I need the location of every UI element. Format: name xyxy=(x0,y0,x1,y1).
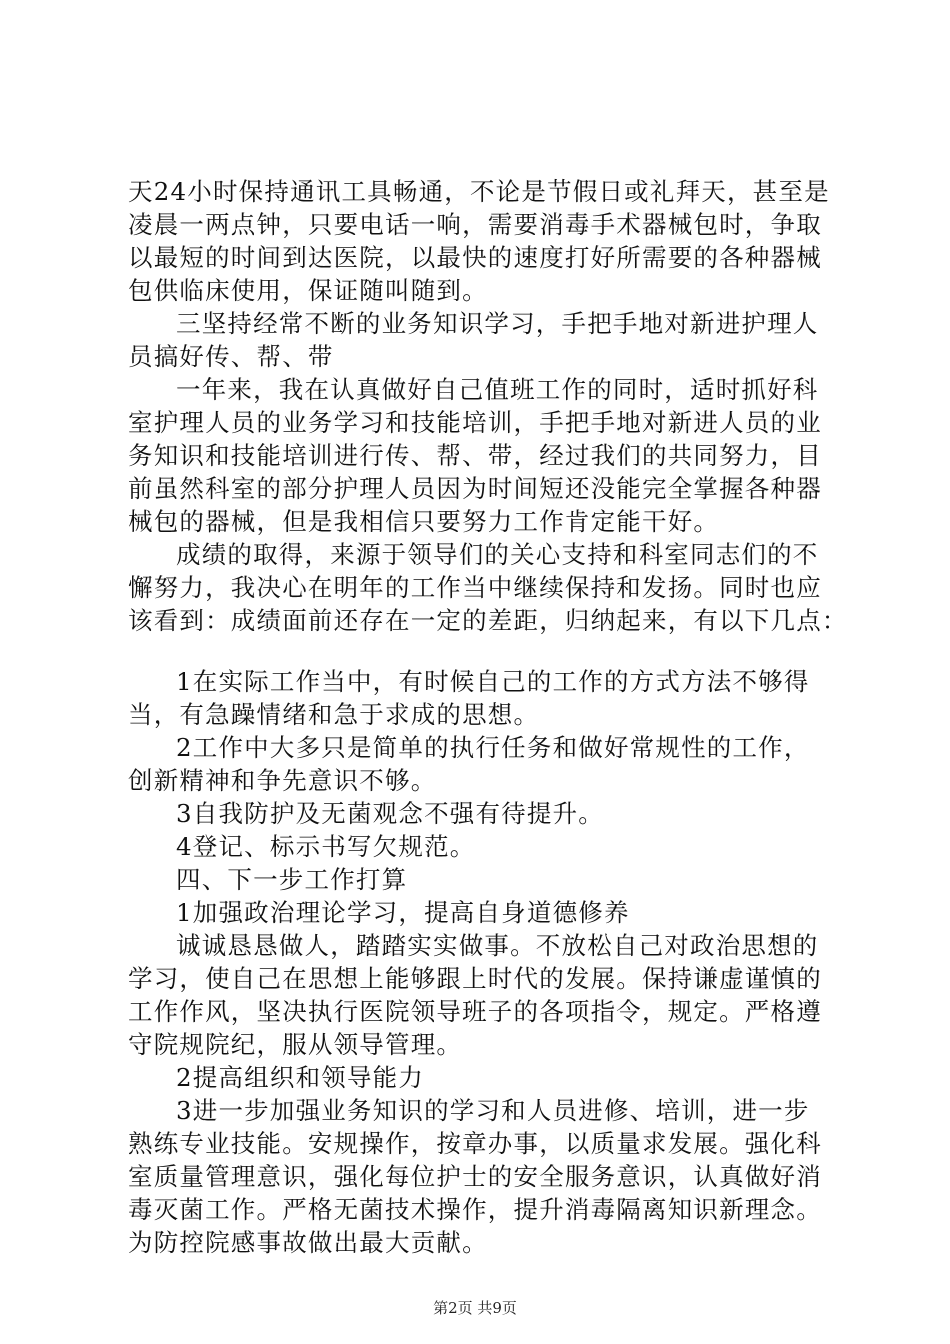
list-item-line: 4登记、标示书写欠规范。 xyxy=(176,832,476,861)
list-item-line: 当，有急躁情绪和急于求成的思想。 xyxy=(128,700,540,729)
text-line: 以最短的时间到达医院，以最快的速度打好所需要的各种器械 xyxy=(128,243,822,272)
text-line: 室质量管理意识，强化每位护士的安全服务意识，认真做好消 xyxy=(128,1162,822,1191)
text-line: 一年来，我在认真做好自己值班工作的同时，适时抓好科 xyxy=(176,375,819,404)
text-line: 为防控院感事故做出最大贡献。 xyxy=(128,1228,488,1257)
list-item-line: 2工作中大多只是简单的执行任务和做好常规性的工作， xyxy=(176,733,810,762)
text-line: 械包的器械，但是我相信只要努力工作肯定能干好。 xyxy=(128,507,720,536)
list-item-line: 1在实际工作当中，有时候自己的工作的方式方法不够得 xyxy=(176,667,810,696)
page-number-footer: 第2页 共9页 xyxy=(433,1299,517,1317)
text-line: 懈努力，我决心在明年的工作当中继续保持和发扬。同时也应 xyxy=(128,573,822,602)
text-line: 毒灭菌工作。严格无菌技术操作，提升消毒隔离知识新理念。 xyxy=(128,1195,822,1224)
text-line: 3进一步加强业务知识的学习和人员进修、培训，进一步 xyxy=(176,1096,810,1125)
text-line: 熟练专业技能。安规操作，按章办事，以质量求发展。强化科 xyxy=(128,1129,822,1158)
text-line: 成绩的取得，来源于领导们的关心支持和科室同志们的不 xyxy=(176,540,819,569)
text-line: 守院规院纪，服从领导管理。 xyxy=(128,1030,463,1059)
section-heading-line: 员搞好传、帮、带 xyxy=(128,342,334,371)
text-line: 包供临床使用，保证随叫随到。 xyxy=(128,276,488,305)
text-line: 该看到：成绩面前还存在一定的差距，归纳起来，有以下几点： xyxy=(128,606,848,635)
section-heading-line: 四、下一步工作打算 xyxy=(176,865,408,894)
text-line: 学习，使自己在思想上能够跟上时代的发展。保持谦虚谨慎的 xyxy=(128,964,822,993)
section-heading-line: 三坚持经常不断的业务知识学习，手把手地对新进护理人 xyxy=(176,309,819,338)
text-line: 工作作风，坚决执行医院领导班子的各项指令，规定。严格遵 xyxy=(128,997,822,1026)
text-line: 诚诚恳恳做人，踏踏实实做事。不放松自己对政治思想的 xyxy=(176,931,819,960)
text-line: 凌晨一两点钟，只要电话一响，需要消毒手术器械包时，争取 xyxy=(128,210,822,239)
subheading-line: 2提高组织和领导能力 xyxy=(176,1063,425,1092)
list-item-line: 3自我防护及无菌观念不强有待提升。 xyxy=(176,799,604,828)
text-line: 天24小时保持通讯工具畅通，不论是节假日或礼拜天，甚至是 xyxy=(128,177,830,206)
text-line: 务知识和技能培训进行传、帮、带，经过我们的共同努力，目 xyxy=(128,441,822,470)
list-item-line: 创新精神和争先意识不够。 xyxy=(128,766,437,795)
text-line: 室护理人员的业务学习和技能培训，手把手地对新进人员的业 xyxy=(128,408,822,437)
subheading-line: 1加强政治理论学习，提高自身道德修养 xyxy=(176,898,630,927)
text-line: 前虽然科室的部分护理人员因为时间短还没能完全掌握各种器 xyxy=(128,474,822,503)
